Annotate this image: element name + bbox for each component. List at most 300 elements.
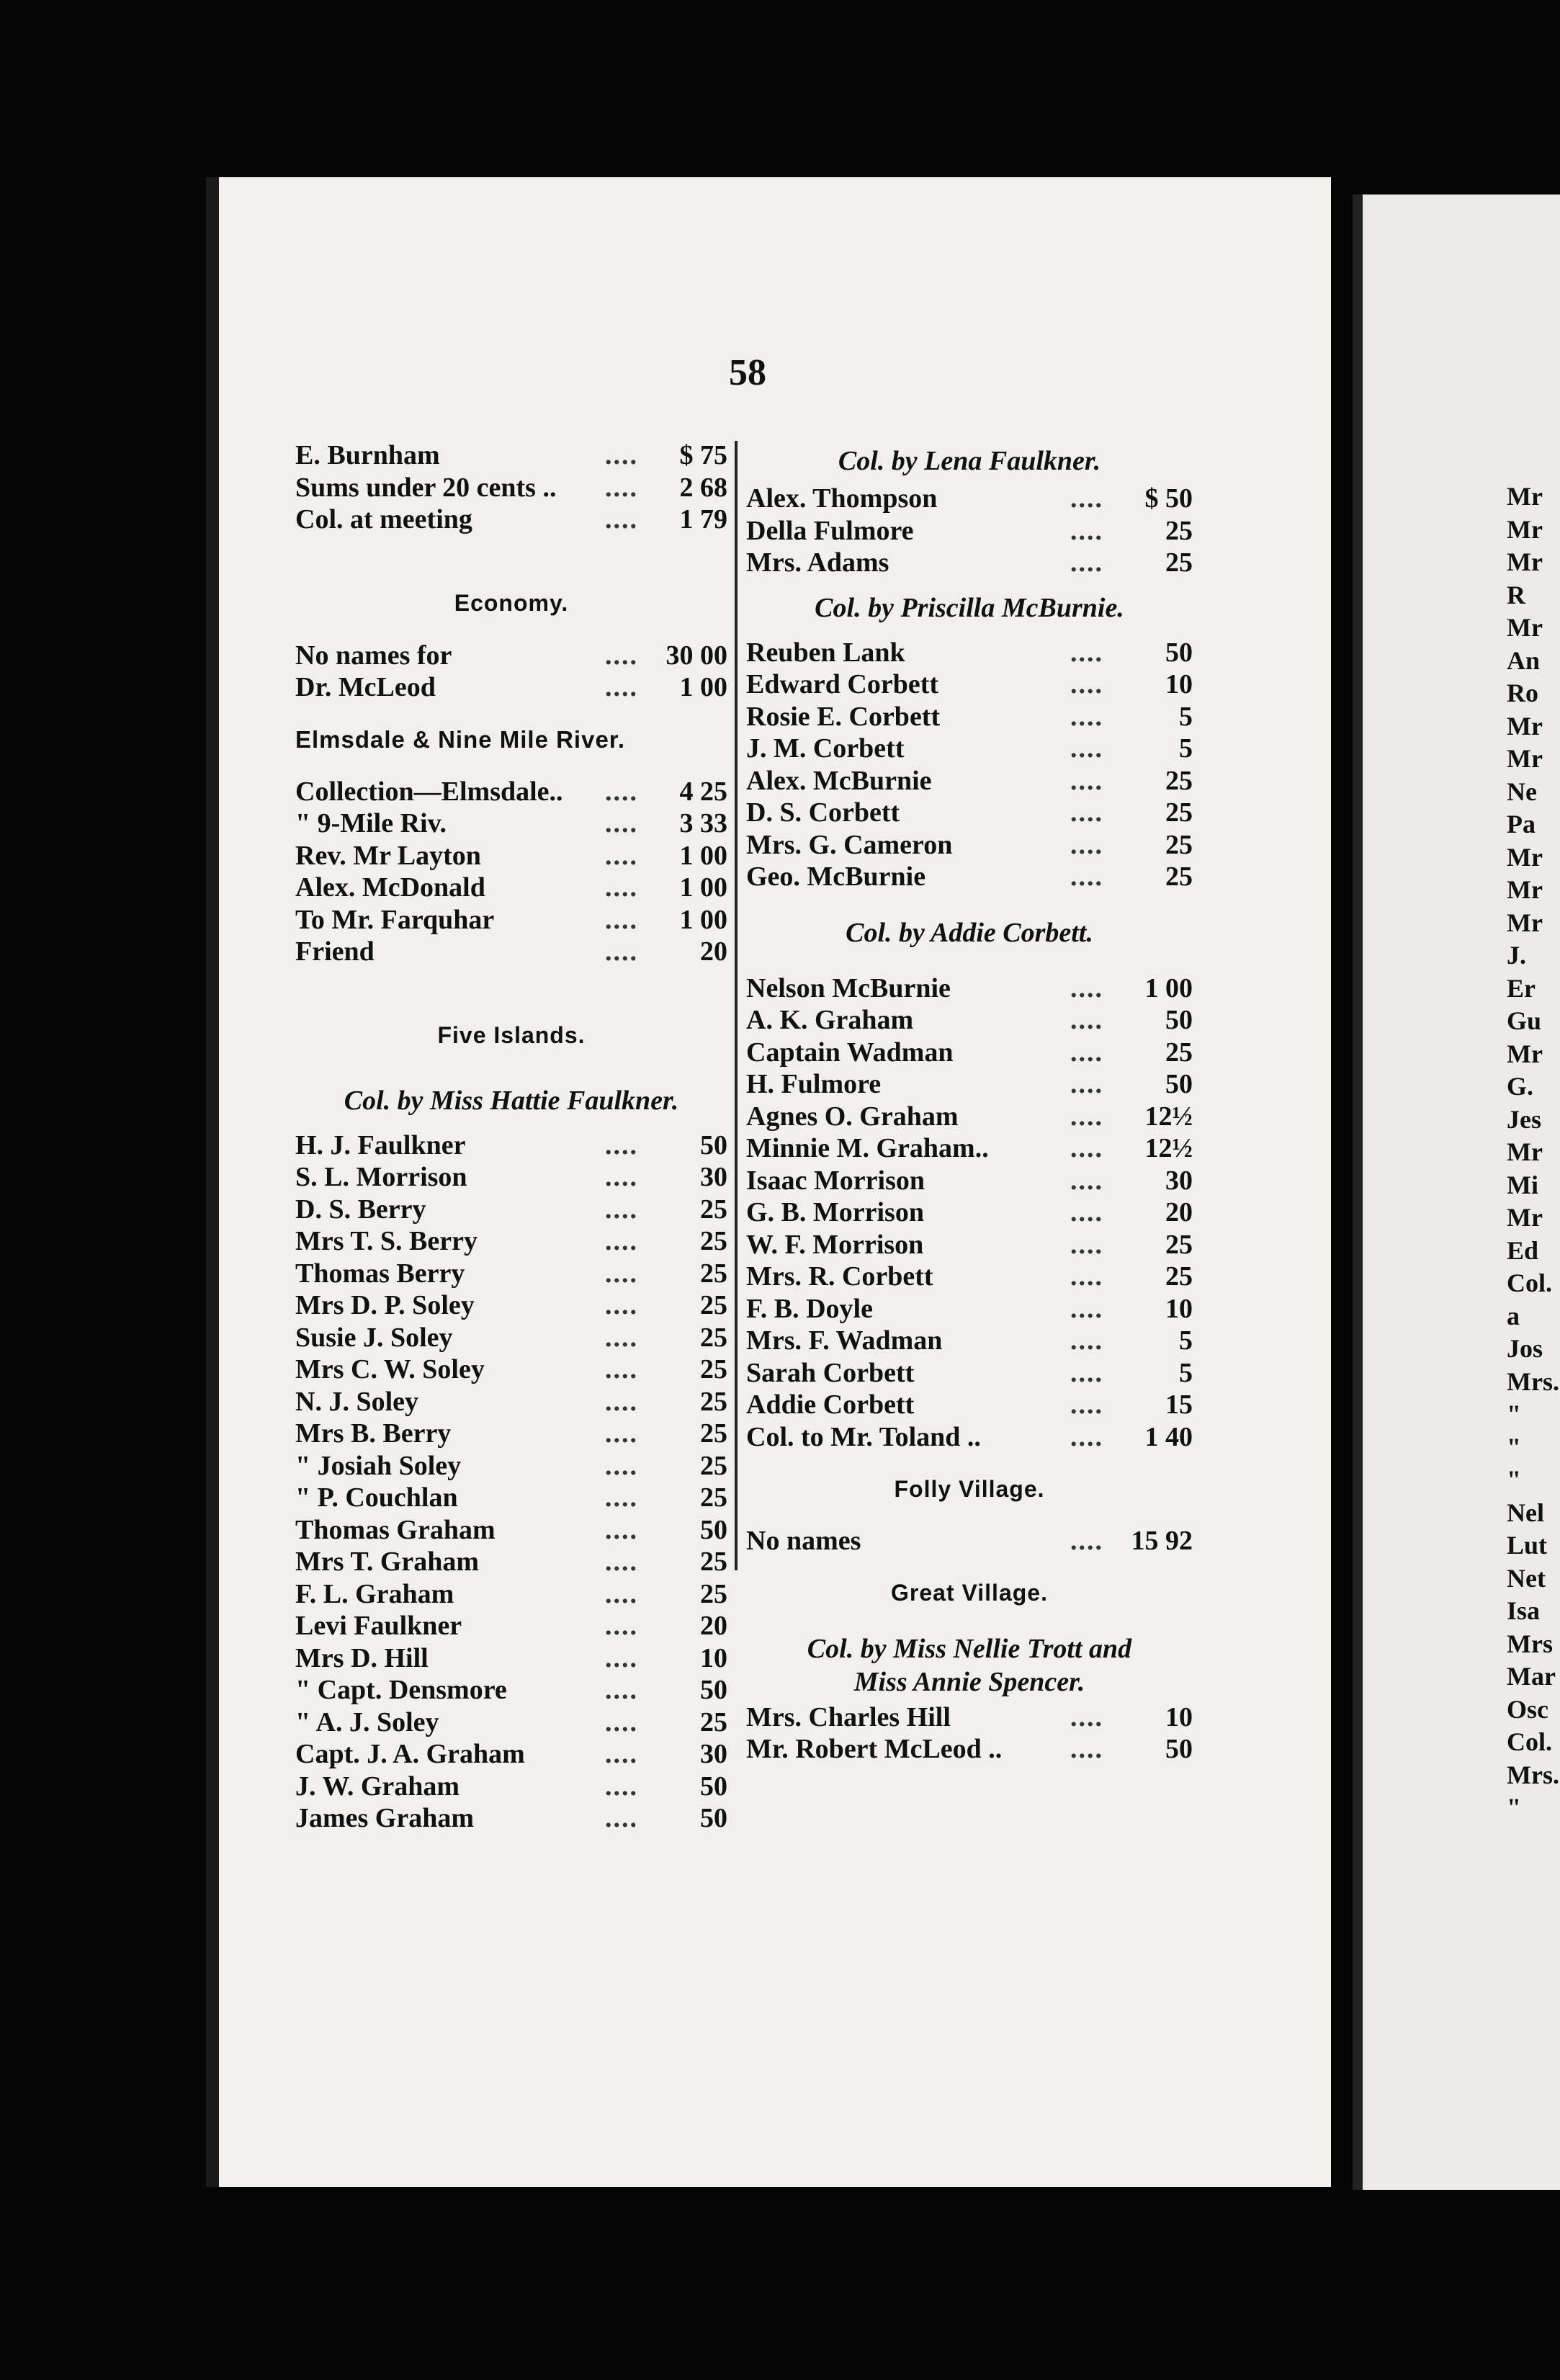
- leader-dots: ....: [605, 1162, 638, 1193]
- entry-name: Mrs T. Graham: [295, 1547, 480, 1578]
- entry-amount: 25: [1165, 515, 1193, 546]
- next-page-fragment: Mr: [1507, 908, 1543, 937]
- leader-dots: ....: [1070, 1701, 1103, 1732]
- list-item: [746, 668, 1193, 701]
- leader-dots: ....: [605, 1771, 638, 1802]
- collector-five-islands: Col. by Miss Hattie Faulkner.: [344, 1085, 679, 1116]
- entry-amount: 10: [1165, 669, 1193, 700]
- entry-name: F. L. Graham: [295, 1578, 454, 1609]
- leader-dots: ....: [605, 672, 638, 703]
- entry-name: S. L. Morrison: [295, 1162, 467, 1193]
- left-top-entries: [295, 439, 727, 536]
- entry-name: Alex. McDonald: [295, 872, 485, 903]
- entry-name: H. Fulmore: [746, 1069, 882, 1100]
- spacer: [295, 536, 727, 568]
- collector-lena: Col. by Lena Faulkner.: [838, 446, 1101, 476]
- entry-name: Reuben Lank: [746, 637, 905, 668]
- entry-name: H. J. Faulkner: [295, 1129, 466, 1160]
- entry-name: Nelson McBurnie: [746, 972, 951, 1003]
- leader-dots: ....: [605, 872, 638, 903]
- list-item: [295, 1386, 727, 1418]
- next-page-fragment: Jos: [1507, 1334, 1543, 1363]
- elmsdale-entries: [295, 776, 727, 968]
- entry-name: " Josiah Soley: [295, 1450, 462, 1481]
- list-item: [746, 1701, 1193, 1734]
- leader-dots: ....: [1070, 1293, 1103, 1324]
- entry-name: G. B. Morrison: [746, 1197, 924, 1228]
- list-item: [746, 1325, 1193, 1357]
- entry-name: Mrs. Adams: [746, 547, 889, 578]
- entry-amount: 50: [700, 1803, 727, 1834]
- entry-amount: 12½: [1144, 1133, 1193, 1164]
- leader-dots: ....: [1070, 1005, 1103, 1036]
- leader-dots: ....: [605, 808, 638, 839]
- entry-amount: 25: [700, 1194, 727, 1225]
- leader-dots: ....: [605, 1290, 638, 1321]
- entry-amount: 3 33: [679, 808, 727, 839]
- list-item: [746, 1101, 1193, 1133]
- entry-amount: 2 68: [679, 472, 727, 503]
- list-item: [746, 1261, 1193, 1293]
- leader-dots: ....: [1070, 1133, 1103, 1164]
- list-item: [295, 936, 727, 968]
- collector-great-village-line1: Col. by Miss Nellie Trott and: [807, 1633, 1132, 1664]
- entry-amount: 1 00: [679, 840, 727, 871]
- next-page-fragment: Lut: [1507, 1531, 1548, 1560]
- leader-dots: ....: [605, 1675, 638, 1706]
- list-item: [746, 1132, 1193, 1165]
- entry-amount: 1 79: [679, 504, 727, 535]
- list-item: [295, 1771, 727, 1803]
- entry-name: Sums under 20 cents ..: [295, 472, 557, 503]
- leader-dots: ....: [1070, 1261, 1103, 1292]
- list-item: [295, 1289, 727, 1322]
- leader-dots: ....: [605, 1482, 638, 1513]
- entry-name: Mrs. R. Corbett: [746, 1261, 933, 1292]
- next-page-fragment: Ed: [1507, 1235, 1539, 1265]
- list-item: [295, 1194, 727, 1226]
- section-heading-great-village: Great Village.: [891, 1580, 1048, 1606]
- leader-dots: ....: [605, 1354, 638, 1385]
- entry-name: D. S. Corbett: [746, 797, 900, 828]
- entry-name: J. M. Corbett: [746, 733, 905, 764]
- entry-amount: 30: [700, 1162, 727, 1193]
- entry-amount: 15: [1165, 1390, 1193, 1421]
- next-page-fragment: J.: [1507, 941, 1526, 970]
- list-item: [295, 1418, 727, 1450]
- entry-amount: 25: [1165, 829, 1193, 860]
- entry-amount: 50: [1165, 637, 1193, 668]
- entry-name: Mrs T. S. Berry: [295, 1226, 478, 1257]
- leader-dots: ....: [605, 1739, 638, 1770]
- lena-entries: [746, 483, 1193, 579]
- leader-dots: ....: [605, 440, 638, 471]
- next-page-fragment: Nel: [1507, 1498, 1544, 1527]
- list-item: [295, 840, 727, 872]
- next-page-fragment: Mr: [1507, 711, 1543, 741]
- entry-amount: 50: [700, 1675, 727, 1706]
- leader-dots: ....: [1070, 547, 1103, 578]
- five-islands-entries: [295, 1129, 727, 1835]
- next-page-fragment: ": [1507, 1465, 1521, 1494]
- list-item: [746, 1165, 1193, 1197]
- entry-amount: 1 00: [679, 904, 727, 935]
- entry-name: Friend: [295, 936, 375, 967]
- entry-amount: 25: [700, 1578, 727, 1609]
- leader-dots: ....: [1070, 1037, 1103, 1068]
- next-page-fragment: Mi: [1507, 1170, 1538, 1199]
- list-item: [295, 1161, 727, 1194]
- collector-addie: Col. by Addie Corbett.: [846, 917, 1093, 948]
- leader-dots: ....: [605, 1578, 638, 1609]
- list-item: [295, 1642, 727, 1675]
- entry-name: Alex. Thompson: [746, 483, 938, 514]
- entry-amount: 1 40: [1144, 1421, 1193, 1452]
- next-page-fragment: Mr: [1507, 842, 1543, 872]
- entry-amount: 25: [1165, 797, 1193, 828]
- list-item: [295, 671, 727, 704]
- entry-name: " P. Couchlan: [295, 1482, 458, 1513]
- priscilla-entries: [746, 637, 1193, 893]
- list-item: [746, 797, 1193, 829]
- list-item: [295, 1354, 727, 1386]
- entry-amount: 5: [1179, 1325, 1193, 1356]
- leader-dots: ....: [1070, 1101, 1103, 1132]
- list-item: [295, 872, 727, 904]
- leader-dots: ....: [1070, 1421, 1103, 1452]
- next-page-fragment: Mr: [1507, 744, 1543, 773]
- leader-dots: ....: [1070, 765, 1103, 796]
- entry-amount: 25: [700, 1547, 727, 1578]
- list-item: [295, 1322, 727, 1354]
- entry-name: Mrs. F. Wadman: [746, 1325, 943, 1356]
- list-item: [295, 1610, 727, 1642]
- list-item: [295, 1258, 727, 1290]
- entry-name: Minnie M. Graham..: [746, 1133, 989, 1164]
- leader-dots: ....: [1070, 483, 1103, 514]
- list-item: [295, 808, 727, 840]
- entry-amount: 1 00: [679, 872, 727, 903]
- next-page-fragment: Mr: [1507, 482, 1543, 511]
- left-column: [295, 439, 727, 1835]
- next-page-fragment: R: [1507, 580, 1525, 609]
- entry-name: To Mr. Farquhar: [295, 904, 495, 935]
- entry-name: Della Fulmore: [746, 515, 914, 546]
- next-page-fragment: Ne: [1507, 777, 1537, 806]
- entry-name: Col. at meeting: [295, 504, 472, 535]
- entry-amount: 25: [700, 1450, 727, 1481]
- leader-dots: ....: [605, 1322, 638, 1353]
- list-item: [746, 1733, 1193, 1766]
- list-item: [746, 765, 1193, 797]
- entry-name: Rosie E. Corbett: [746, 701, 941, 732]
- leader-dots: ....: [605, 1706, 638, 1737]
- leader-dots: ....: [605, 1129, 638, 1160]
- leader-dots: ....: [605, 1450, 638, 1481]
- entry-amount: 12½: [1144, 1101, 1193, 1132]
- entry-name: A. K. Graham: [746, 1005, 914, 1036]
- list-item: [295, 504, 727, 536]
- list-item: [295, 904, 727, 936]
- leader-dots: ....: [1070, 1357, 1103, 1388]
- list-item: [746, 1229, 1193, 1261]
- list-item: [295, 1225, 727, 1258]
- entry-amount: 10: [1165, 1293, 1193, 1324]
- next-page-fragment: Mar: [1507, 1662, 1556, 1691]
- column-divider: [735, 441, 738, 1570]
- entry-name: Mrs C. W. Soley: [295, 1354, 485, 1385]
- entry-name: Col. to Mr. Toland ..: [746, 1421, 981, 1452]
- entry-name: Mrs D. P. Soley: [295, 1290, 475, 1321]
- entry-name: Thomas Graham: [295, 1514, 496, 1545]
- entry-name: No names for: [295, 640, 452, 671]
- right-column: [746, 439, 1193, 1766]
- entry-amount: 50: [700, 1514, 727, 1545]
- entry-amount: 1 00: [1144, 972, 1193, 1003]
- entry-name: Mrs. G. Cameron: [746, 829, 953, 860]
- list-item: [295, 1738, 727, 1771]
- leader-dots: ....: [605, 1194, 638, 1225]
- economy-entries: [295, 640, 727, 704]
- next-page-fragment: Mr: [1507, 547, 1543, 576]
- list-item: [746, 1525, 1193, 1557]
- next-page-fragment: Gu: [1507, 1006, 1542, 1035]
- entry-amount: 25: [700, 1706, 727, 1737]
- leader-dots: ....: [605, 640, 638, 671]
- list-item: [295, 1514, 727, 1547]
- leader-dots: ....: [605, 1514, 638, 1545]
- list-item: [295, 1674, 727, 1706]
- next-page-fragment: Osc: [1507, 1694, 1548, 1724]
- entry-name: " 9-Mile Riv.: [295, 808, 447, 839]
- entry-amount: 5: [1179, 1357, 1193, 1388]
- entry-name: " A. J. Soley: [295, 1706, 439, 1737]
- entry-name: Mrs B. Berry: [295, 1418, 452, 1449]
- leader-dots: ....: [605, 1258, 638, 1289]
- entry-name: Susie J. Soley: [295, 1322, 453, 1353]
- entry-name: Captain Wadman: [746, 1037, 954, 1068]
- leader-dots: ....: [1070, 733, 1103, 764]
- entry-amount: 20: [1165, 1197, 1193, 1228]
- list-item: [746, 1037, 1193, 1069]
- entry-name: F. B. Doyle: [746, 1293, 873, 1324]
- leader-dots: ....: [1070, 1069, 1103, 1100]
- list-item: [746, 1293, 1193, 1325]
- list-item: [295, 1706, 727, 1739]
- next-page-fragment: Jes: [1507, 1104, 1541, 1134]
- entry-amount: 25: [1165, 765, 1193, 796]
- entry-amount: 20: [700, 1611, 727, 1642]
- entry-name: Mrs D. Hill: [295, 1642, 429, 1673]
- leader-dots: ....: [605, 1642, 638, 1673]
- entry-name: " Capt. Densmore: [295, 1675, 507, 1706]
- entry-name: W. F. Morrison: [746, 1229, 924, 1260]
- leader-dots: ....: [1070, 669, 1103, 700]
- collector-great-village-line2: Miss Annie Spencer.: [853, 1666, 1085, 1697]
- entry-amount: 25: [700, 1482, 727, 1513]
- list-item: [746, 1389, 1193, 1421]
- list-item: [746, 547, 1193, 579]
- list-item: [295, 472, 727, 504]
- next-page-fragment: Mr: [1507, 1137, 1543, 1166]
- entry-amount: 25: [1165, 862, 1193, 892]
- list-item: [746, 1357, 1193, 1390]
- next-page-fragment: Net: [1507, 1563, 1546, 1593]
- list-item: [295, 776, 727, 808]
- folly-village-entries: [746, 1525, 1193, 1557]
- entry-amount: 50: [1165, 1069, 1193, 1100]
- entry-name: Rev. Mr Layton: [295, 840, 481, 871]
- entry-amount: 50: [700, 1129, 727, 1160]
- leader-dots: ....: [1070, 1165, 1103, 1196]
- leader-dots: ....: [1070, 515, 1103, 546]
- entry-amount: 25: [700, 1290, 727, 1321]
- entry-amount: 10: [700, 1642, 727, 1673]
- entry-amount: 10: [1165, 1701, 1193, 1732]
- entry-amount: 25: [1165, 1229, 1193, 1260]
- leader-dots: ....: [1070, 862, 1103, 892]
- entry-amount: 30 00: [665, 640, 727, 671]
- entry-amount: 25: [1165, 547, 1193, 578]
- entry-name: Geo. McBurnie: [746, 862, 926, 892]
- list-item: [295, 439, 727, 472]
- leader-dots: ....: [1070, 829, 1103, 860]
- collector-great-village: [746, 1629, 1193, 1701]
- next-page-fragment: ": [1507, 1793, 1521, 1822]
- list-item: [295, 640, 727, 672]
- list-item: [746, 1421, 1193, 1454]
- great-village-entries: [746, 1701, 1193, 1766]
- entry-name: Collection—Elmsdale..: [295, 776, 563, 807]
- entry-name: Levi Faulkner: [295, 1611, 462, 1642]
- entry-name: Mrs. Charles Hill: [746, 1701, 951, 1732]
- next-page-fragment: Mr: [1507, 514, 1543, 544]
- entry-name: Addie Corbett: [746, 1390, 915, 1421]
- next-page-fragment: Col.: [1507, 1269, 1552, 1297]
- next-page-fragment: Ro: [1507, 679, 1538, 707]
- entry-amount: 50: [700, 1771, 727, 1802]
- list-item: [746, 637, 1193, 669]
- entry-amount: $ 75: [679, 440, 727, 471]
- entry-amount: 25: [1165, 1037, 1193, 1068]
- list-item: [295, 1578, 727, 1611]
- leader-dots: ....: [605, 472, 638, 503]
- next-page-fragment: Isa: [1507, 1596, 1541, 1625]
- next-page-fragment: Mr: [1507, 613, 1543, 642]
- leader-dots: ....: [1070, 1734, 1103, 1765]
- entry-amount: 25: [700, 1354, 727, 1385]
- leader-dots: ....: [1070, 1390, 1103, 1421]
- next-page-fragment: Col.: [1507, 1727, 1552, 1756]
- entry-amount: 30: [700, 1739, 727, 1770]
- entry-amount: 25: [700, 1226, 727, 1257]
- entry-amount: 30: [1165, 1165, 1193, 1196]
- list-item: [295, 1129, 727, 1162]
- collector-priscilla: Col. by Priscilla McBurnie.: [815, 592, 1124, 623]
- list-item: [746, 1196, 1193, 1229]
- entry-name: Mr. Robert McLeod ..: [746, 1734, 1003, 1765]
- list-item: [295, 1546, 727, 1578]
- list-item: [746, 701, 1193, 733]
- leader-dots: ....: [1070, 637, 1103, 668]
- leader-dots: ....: [605, 904, 638, 935]
- entry-amount: 1 00: [679, 672, 727, 703]
- leader-dots: ....: [1070, 972, 1103, 1003]
- entry-name: Isaac Morrison: [746, 1165, 925, 1196]
- entry-amount: 5: [1179, 701, 1193, 732]
- entry-amount: 25: [700, 1322, 727, 1353]
- leader-dots: ....: [605, 840, 638, 871]
- entry-amount: 25: [700, 1386, 727, 1417]
- next-page-fragment: Pa: [1507, 810, 1536, 838]
- list-item: [295, 1482, 727, 1514]
- entry-name: N. J. Soley: [295, 1386, 418, 1417]
- leader-dots: ....: [605, 1611, 638, 1642]
- leader-dots: ....: [605, 936, 638, 967]
- list-item: [746, 861, 1193, 893]
- section-heading-folly-village: Folly Village.: [894, 1475, 1045, 1502]
- next-page-fragment: Mrs: [1507, 1629, 1553, 1658]
- leader-dots: ....: [605, 504, 638, 535]
- leader-dots: ....: [1070, 1325, 1103, 1356]
- entry-amount: 50: [1165, 1005, 1193, 1036]
- next-page-fragment: Mr: [1507, 1039, 1543, 1068]
- next-page-fragment: Mrs.: [1507, 1760, 1559, 1789]
- entry-name: Dr. McLeod: [295, 672, 436, 703]
- entry-name: Capt. J. A. Graham: [295, 1739, 525, 1770]
- list-item: [295, 1450, 727, 1482]
- next-page-fragment: Mr: [1507, 875, 1543, 904]
- entry-name: Sarah Corbett: [746, 1357, 915, 1388]
- entry-amount: 15 92: [1131, 1526, 1193, 1557]
- entry-name: No names: [746, 1526, 861, 1557]
- entry-amount: 25: [700, 1258, 727, 1289]
- list-item: [746, 1004, 1193, 1037]
- next-page-fragment: Er: [1507, 973, 1536, 1003]
- entry-amount: 50: [1165, 1734, 1193, 1765]
- section-heading-five-islands: Five Islands.: [437, 1022, 586, 1048]
- leader-dots: ....: [605, 1226, 638, 1257]
- list-item: [746, 483, 1193, 515]
- leader-dots: ....: [605, 1386, 638, 1417]
- entry-amount: 4 25: [679, 776, 727, 807]
- entry-name: Agnes O. Graham: [746, 1101, 959, 1132]
- leader-dots: ....: [1070, 1197, 1103, 1228]
- entry-amount: 25: [1165, 1261, 1193, 1292]
- next-page-fragment: G.: [1507, 1072, 1534, 1101]
- next-page-fragment: ": [1507, 1400, 1521, 1428]
- leader-dots: ....: [605, 1547, 638, 1578]
- next-page-fragment: Mr: [1507, 1203, 1543, 1232]
- leader-dots: ....: [605, 1418, 638, 1449]
- addie-entries: [746, 972, 1193, 1454]
- entry-amount: 5: [1179, 733, 1193, 764]
- list-item: [746, 733, 1193, 765]
- entry-amount: 20: [700, 936, 727, 967]
- next-page-fragment: Mrs.: [1507, 1366, 1559, 1396]
- next-page-fragment: An: [1507, 645, 1541, 675]
- leader-dots: ....: [1070, 1526, 1103, 1557]
- entry-name: E. Burnham: [295, 440, 440, 471]
- leader-dots: ....: [1070, 701, 1103, 732]
- entry-amount: $ 50: [1144, 483, 1193, 514]
- section-heading-economy: Economy.: [454, 590, 569, 616]
- leader-dots: ....: [1070, 797, 1103, 828]
- entry-name: Alex. McBurnie: [746, 765, 932, 796]
- list-item: [295, 1802, 727, 1835]
- leader-dots: ....: [1070, 1229, 1103, 1260]
- entry-name: Edward Corbett: [746, 669, 939, 700]
